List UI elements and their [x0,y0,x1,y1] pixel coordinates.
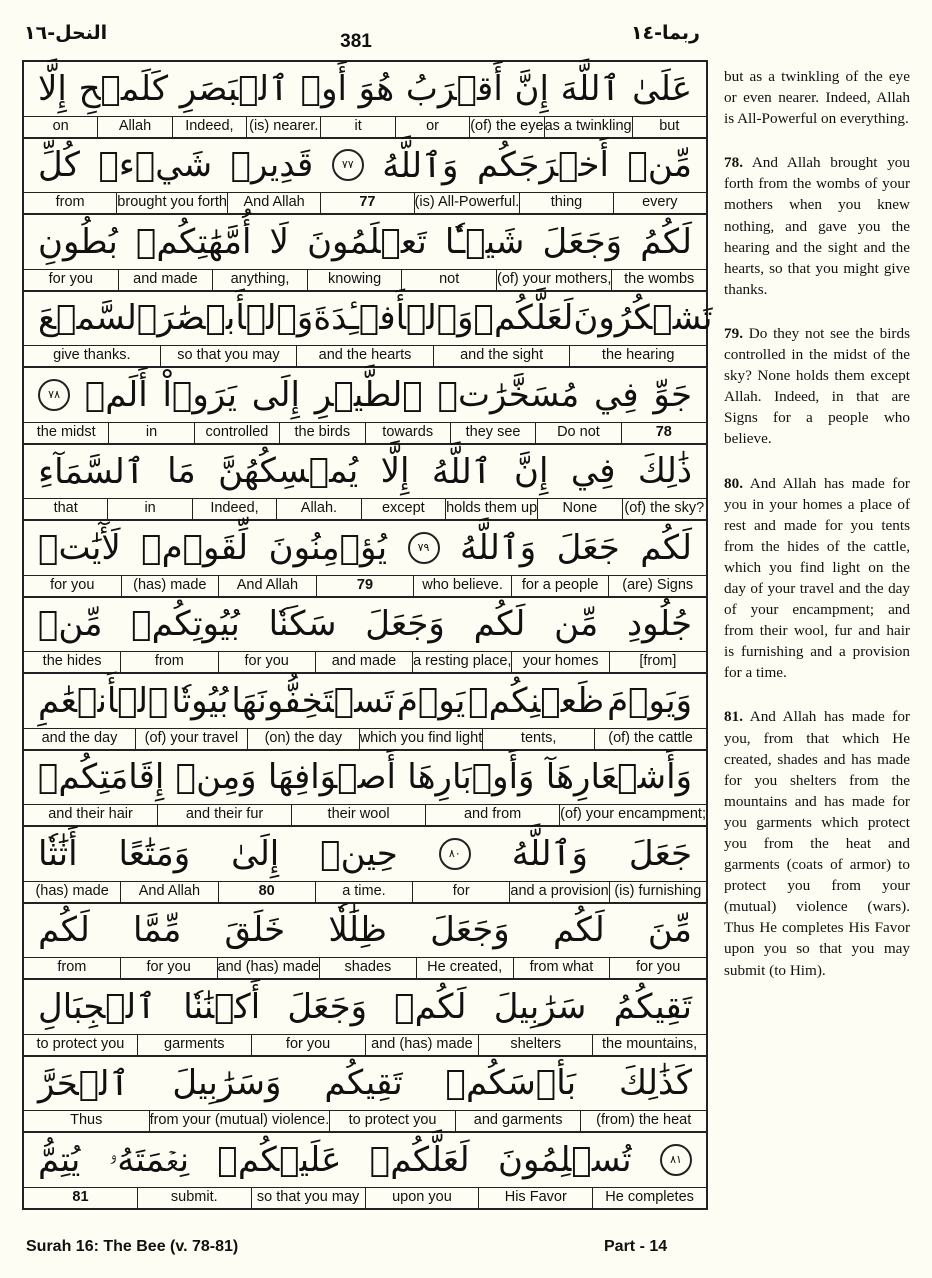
english-gloss-line [24,1034,706,1055]
english-gloss: Allah. [276,499,360,519]
verse-number-marker: ٨٠ [439,838,471,870]
arabic-word: وَيَوۡمَ [607,680,692,721]
arabic-word: وَأَشۡعَارِهَآ [545,757,692,798]
english-gloss-line [24,575,706,596]
arabic-word: قَدِيرٞ [230,145,314,186]
english-gloss: and the sight [433,346,570,366]
verse-row [24,292,713,369]
english-gloss: from [55,194,85,210]
english-gloss: every [613,193,706,213]
english-gloss-line [24,728,706,749]
english-gloss: from [57,959,87,975]
english-gloss: the birds [279,423,364,443]
english-gloss: (are) Signs [608,576,706,596]
english-gloss: for you [120,958,217,978]
arabic-word: مَا [167,451,196,492]
arabic-word: وَسَرَٰبِيلَ [172,1063,282,1104]
arabic-word: ٱلۡأَنۡعَٰمِ [38,680,169,721]
arabic-line [24,445,706,499]
translation-paragraph [724,706,910,980]
arabic-word: أَثَٰثٗا [38,833,78,874]
word-by-word-grid [22,60,713,1210]
arabic-word: عَلَيۡكُمۡ [217,1139,342,1180]
english-gloss: And Allah [227,193,320,213]
english-gloss: submit. [137,1188,251,1208]
verse-number: 80 [218,882,315,902]
arabic-word: وَٱلۡأَبۡصَٰرَ [157,298,314,339]
arabic-word: لَأٓيَٰتٖ [38,527,121,568]
english-gloss: garments [137,1035,251,1055]
arabic-word: إِقَامَتِكُمۡ [38,757,165,798]
arabic-word: بَأۡسَكُمۡ [445,1063,577,1104]
arabic-word: فِي [570,451,616,492]
verse-row [24,1133,706,1210]
verse-number-marker: ٧٨ [38,379,70,411]
arabic-word: شَيۡـٔٗا [444,221,525,262]
arabic-word: مِّنۢ [38,604,103,645]
english-gloss: a time. [315,882,412,902]
verse-row [24,521,706,598]
english-gloss: (of) the cattle [594,729,706,749]
english-gloss: upon you [365,1188,479,1208]
arabic-line [24,1133,706,1187]
verse-number-marker: ٧٩ [408,532,440,564]
arabic-word: خَلَقَ [224,910,286,951]
arabic-word: جَعَلَ [628,833,692,874]
arabic-word: ٱلطَّيۡرِ [314,374,423,415]
english-gloss: He completes [592,1188,706,1208]
arabic-word: أَخۡرَجَكُم [476,145,610,186]
english-gloss: the wombs [611,270,706,290]
arabic-line [24,980,706,1034]
arabic-word: وَجَعَلَ [365,604,445,645]
english-gloss: from [120,652,217,672]
arabic-word: يُمۡسِكُهُنَّ [218,451,359,492]
english-gloss: as a twinkling [544,117,632,137]
arabic-word: لَكُمُ [640,221,692,262]
arabic-line [24,674,706,728]
english-gloss: Indeed, [192,499,276,519]
verse-row [24,1057,706,1134]
arabic-line [24,904,706,958]
english-gloss: And Allah [120,882,217,902]
english-gloss-line [24,651,706,672]
english-gloss: (of) your mothers, [496,270,611,290]
english-gloss: and their fur [157,805,291,825]
english-gloss: in [107,499,191,519]
header-part-name: ربما-١٤ [630,22,700,44]
arabic-word: نِعۡمَتَهُۥ [108,1139,190,1180]
translation-column [724,66,910,1004]
english-gloss: shades [319,958,416,978]
english-gloss: their wool [291,805,425,825]
arabic-line [24,215,706,269]
english-gloss: (on) the day [247,729,359,749]
english-gloss: (of) the sky? [622,499,706,519]
arabic-word: ظِلَٰلٗا [328,910,387,951]
arabic-word: وَجَعَلَ [542,221,623,262]
arabic-word: بُطُونِ [38,221,118,262]
english-gloss: or [395,117,469,137]
arabic-word: تَسۡتَخِفُّونَهَا [231,680,394,721]
arabic-line [24,1057,706,1111]
english-gloss: and the day [41,729,118,746]
english-gloss: they see [450,423,535,443]
verse-row [24,904,706,981]
english-gloss: except [361,499,445,519]
arabic-word: سَرَٰبِيلَ [493,986,587,1027]
arabic-word: وَٱللَّهُ [511,834,588,875]
arabic-word: أَوۡ [300,68,347,109]
english-gloss: Indeed, [172,117,246,137]
english-gloss: the hearing [569,346,706,366]
english-gloss-line [24,192,706,213]
english-gloss: towards [365,423,450,443]
translation-text: but as a twinkling of the eye or even nearer. Indeed, Allah is All-Powerful on everything. [724,68,910,128]
arabic-word: تَقِيكُمُ [613,986,692,1027]
verse-number: 78 [621,423,706,443]
arabic-word: إِنَّ [514,451,549,492]
translation-paragraph [724,152,910,300]
english-gloss: a resting place, [412,652,511,672]
english-gloss-line [24,1110,706,1131]
english-gloss: and (has) made [365,1035,479,1055]
verse-label: 81. [724,708,743,726]
english-gloss: from your (mutual) violence. [149,1111,330,1131]
english-gloss: holds them up [445,499,537,519]
english-gloss: brought you forth [116,193,227,213]
arabic-word: جُلُودِ [627,604,692,645]
english-gloss: for you [609,958,706,978]
english-gloss: it [320,117,394,137]
english-gloss: for you [50,576,95,593]
english-gloss: the mountains, [592,1035,706,1055]
verse-number-marker: ٧٧ [332,149,364,181]
english-gloss-line [24,269,706,290]
english-gloss: for you [251,1035,365,1055]
arabic-word: كَلَمۡحِ [78,68,169,109]
english-gloss: anything, [212,270,307,290]
arabic-word: لِّقَوۡمٖ [141,527,249,568]
english-gloss: thing [519,193,612,213]
arabic-word: وَمِنۡ [175,757,257,798]
arabic-word: جَعَلَ [556,527,620,568]
arabic-word: وَأَوۡبَارِهَا [407,757,535,798]
arabic-word: وَجَعَلَ [287,986,368,1027]
verse-label: 79. [724,324,743,342]
verse-row [24,215,706,292]
arabic-word: ٱلسَّمۡعَ [38,298,158,339]
verse-row [24,751,706,828]
english-gloss-line [24,1187,706,1208]
english-gloss: controlled [194,423,279,443]
english-gloss: in [108,423,193,443]
arabic-word: ٱللَّهَ [560,69,621,110]
english-gloss: (of) your travel [135,729,247,749]
arabic-word: شَيۡءٖ [98,145,213,186]
arabic-word: يُؤۡمِنُونَ [268,527,388,568]
verse-row [24,598,706,675]
arabic-line [24,292,713,346]
arabic-word: لَكُم [640,527,692,568]
arabic-word: لَعَلَّكُمۡ [473,298,574,339]
arabic-word: وَٱللَّهُ [382,145,459,186]
english-gloss: to protect you [329,1111,455,1131]
english-gloss: His Favor [478,1188,592,1208]
arabic-word: أَكۡنَٰنٗا [183,986,261,1027]
arabic-word: وَٱلۡأَفۡـِٔدَةَ [313,298,474,339]
arabic-line [24,751,706,805]
english-gloss: for a people [511,576,609,596]
arabic-word: بُيُوتِكُمۡ [131,604,240,645]
arabic-word: وَٱللَّهُ [459,528,537,569]
english-gloss: who believe. [413,576,511,596]
english-gloss: [from] [609,652,706,672]
english-gloss: knowing [307,270,402,290]
arabic-word: مُسَخَّرَٰتٖ [437,374,580,415]
english-gloss: (is) nearer. [246,117,320,137]
arabic-word: سَكَنٗا [268,604,337,645]
arabic-line [24,62,706,116]
arabic-word: لَعَلَّكُمۡ [369,1139,470,1180]
verse-row [24,62,706,139]
english-gloss-line [24,345,706,366]
arabic-word: لَكُم [38,910,90,951]
arabic-word: أَقۡرَبُ [405,68,503,109]
english-gloss: the midst [36,423,96,440]
verse-number-marker: ٨١ [660,1144,692,1176]
verse-row [24,139,706,216]
translation-text: And Allah brought you forth from the wombs of your mothers when you knew nothing, and gave you the hearing and the sight and the hearts, so that you might give thanks. [724,154,910,298]
english-gloss-line [24,498,706,519]
english-gloss-line [24,422,706,443]
arabic-word: جَوِّ [653,374,692,415]
english-gloss: Do not [535,423,620,443]
verse-number: 79 [316,576,414,596]
translation-text: And Allah has made for you, from that which He created, shades and has made for you shelters from the mountains and has made for you garments which protect you from the heat and garments (coats of armor) to protect you from your (mutual) violence (wars). Thus He completes His Favor upon you so that you may submit (to Him). [724,708,910,979]
arabic-line [24,368,706,422]
verse-row [24,368,706,445]
english-gloss: that [53,500,78,516]
english-gloss: and a provision [509,882,608,902]
english-gloss: your homes [511,652,608,672]
english-gloss: and made [315,652,412,672]
arabic-word: إِلَّا [38,68,67,109]
english-gloss: from what [513,958,610,978]
english-gloss: (of) your encampment; [559,805,706,825]
arabic-word: إِلَىٰ [231,833,280,874]
arabic-word: مِّنَ [647,910,692,951]
english-gloss: for you [48,270,93,287]
translation-paragraph [724,473,910,684]
verse-row [24,674,706,751]
english-gloss: and made [118,270,213,290]
arabic-word: لَكُم [552,910,605,951]
arabic-word: تَشۡكُرُونَ [573,298,713,339]
verse-row [24,827,706,904]
arabic-line [24,521,706,575]
arabic-word: أَصۡوَافِهَا [267,757,396,798]
english-gloss: (is) furnishing [609,882,706,902]
english-gloss: so that you may [251,1188,365,1208]
arabic-word: حِينٖ [320,833,398,874]
english-gloss: None [537,499,621,519]
arabic-word: ٱلۡبَصَرِ [179,69,289,110]
english-gloss: to protect you [36,1035,125,1052]
english-gloss-line [24,881,706,902]
english-gloss: shelters [478,1035,592,1055]
english-gloss: Thus [70,1112,103,1128]
arabic-word: هُوَ [358,68,395,109]
translation-paragraph [724,66,910,129]
english-gloss: not [401,270,496,290]
arabic-word: لَكُم [473,604,526,645]
english-gloss: and the hearts [296,346,433,366]
arabic-word: تَعۡلَمُونَ [307,221,427,262]
english-gloss: and (has) made [217,958,320,978]
verse-number: 81 [72,1188,89,1205]
arabic-word: ٱلسَّمَآءِ [38,451,145,492]
arabic-line [24,598,706,652]
arabic-word: فِي [594,374,639,415]
english-gloss: so that you may [160,346,297,366]
verse-label: 78. [724,154,743,172]
arabic-word: أُمَّهَٰتِكُمۡ [136,221,252,262]
english-gloss: but [632,117,706,137]
english-gloss-line [24,804,706,825]
arabic-word: لَكُمۡ [394,986,467,1027]
page-number: 381 [340,31,372,52]
english-gloss: (has) made [35,882,109,899]
verse-row [24,445,706,522]
english-gloss: (of) the eye [469,117,543,137]
arabic-word: وَجَعَلَ [430,910,510,951]
arabic-word: يَرَوۡاْ [162,374,237,415]
translation-text: Do they not see the birds controlled in the midst of the sky? None holds them except Allah. Indeed, in that are Signs for a people who believe. [724,324,910,448]
english-gloss: (is) All-Powerful. [414,193,520,213]
arabic-word: مِّن [554,604,599,645]
english-gloss: tents, [482,729,594,749]
verse-number: 77 [320,193,413,213]
english-gloss: Allah [97,117,171,137]
english-gloss: for [412,882,509,902]
arabic-line [24,139,706,193]
arabic-word: مِّمَّا [133,910,182,951]
english-gloss: which you find light [359,729,483,749]
footer-surah-info: Surah 16: The Bee (v. 78-81) [26,1238,239,1255]
arabic-word: يَوۡمَ [396,680,466,721]
arabic-word: إِلَّا [380,451,410,492]
english-gloss: He created, [416,958,513,978]
english-gloss: (from) the heat [580,1111,706,1131]
arabic-word: أَلَمۡ [84,374,148,415]
footer-part: Part - 14 [604,1238,668,1255]
arabic-line [24,827,706,881]
arabic-word: ذَٰلِكَ [637,451,692,492]
arabic-word: تُسۡلِمُونَ [497,1139,632,1180]
arabic-word: بُيُوتٗا [171,680,229,721]
verse-label: 80. [724,474,743,492]
english-gloss: on [52,117,69,134]
arabic-word: وَمَتَٰعًا [118,833,191,874]
arabic-word: لَا [269,221,289,262]
arabic-word: كُلِّ [38,145,80,186]
english-gloss-line [24,116,706,137]
arabic-word: تَقِيكُم [324,1063,403,1104]
arabic-word: إِنَّ [514,68,549,109]
arabic-word: إِلَى [251,374,300,415]
english-gloss: for you [218,652,315,672]
arabic-word: ٱللَّهُ [431,451,492,492]
english-gloss: and garments [455,1111,581,1131]
arabic-word: عَلَىٰ [632,68,692,109]
arabic-word: ٱلۡحَرَّ [38,1063,130,1104]
arabic-word: ٱلۡجِبَالِ [38,987,156,1028]
arabic-word: مِّنۢ [627,145,692,186]
english-gloss: And Allah [218,576,316,596]
translation-text: And Allah has made for you in your homes a place of rest and made for you tents from the hides of the cattle, which you find light on the day of your travel and the day of your encampment; and from their wool, fur and hair is furnishing and a provision for a time. [724,474,910,682]
arabic-word: ظَعۡنِكُمۡ [468,680,605,721]
verse-row [24,980,706,1057]
english-gloss-line [24,957,706,978]
arabic-word: يُتِمُّ [38,1139,81,1180]
header-surah-name: النحل-١٦ [24,22,108,44]
translation-paragraph [724,323,910,450]
english-gloss: the hides [42,653,102,669]
english-gloss: and their hair [48,806,133,822]
english-gloss: and from [425,805,559,825]
english-gloss: give thanks. [53,347,131,363]
arabic-word: كَذَٰلِكَ [618,1063,692,1104]
english-gloss: (has) made [121,576,219,596]
